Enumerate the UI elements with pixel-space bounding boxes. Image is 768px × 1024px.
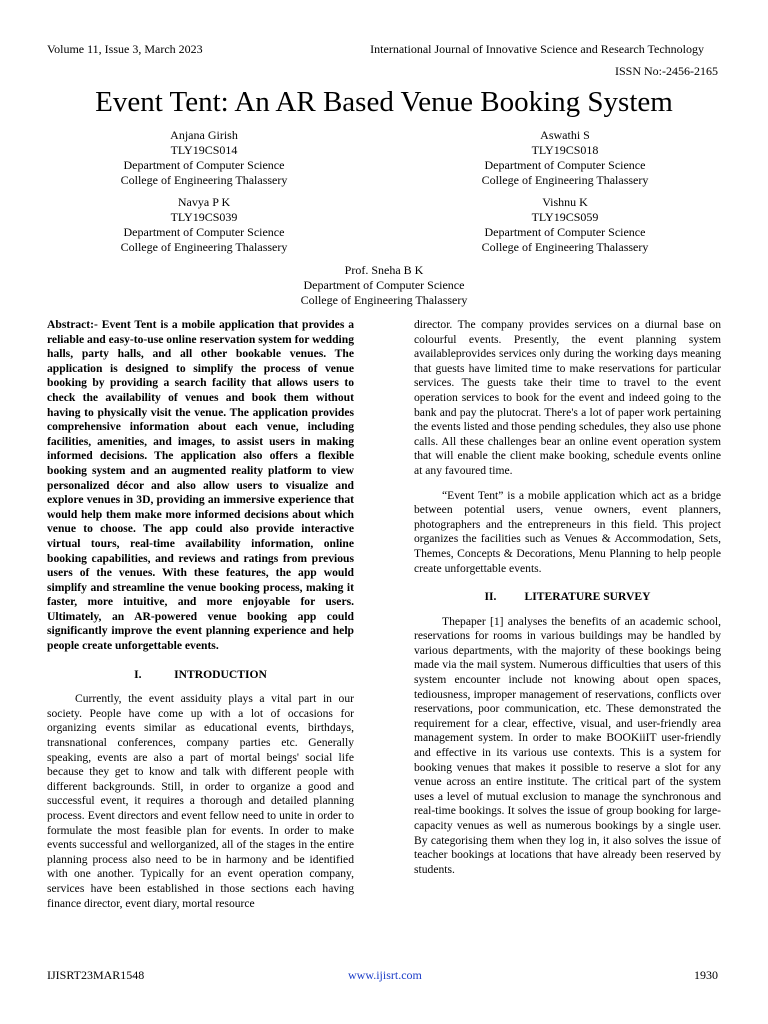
author-dept: Department of Computer Science: [484, 158, 646, 172]
guide-dept: Department of Computer Science: [303, 278, 465, 292]
author-id: TLY19CS039: [170, 210, 238, 224]
author-id: TLY19CS059: [531, 210, 599, 224]
author-block: [435, 128, 695, 188]
footer-code: IJISRT23MAR1548: [47, 968, 145, 982]
guide-name: Prof. Sneha B K: [344, 263, 424, 277]
author-id: TLY19CS014: [170, 143, 238, 157]
author-dept: Department of Computer Science: [123, 158, 285, 172]
section-heading-literature-survey: [414, 590, 721, 605]
right-column: [414, 318, 721, 877]
author-block: [74, 128, 334, 188]
paragraph: “Event Tent” is a mobile application which act as a bridge between potential users, venue owners, event planners, photographers and the entrepreneurs in this field. This project organizes the facilities such as Venues & Accommodation, Sets, Themes, Concepts & Decorations, Menu Planning to help people create unforgettable events.: [414, 488, 721, 575]
guide-block: [254, 263, 514, 308]
section-number: I.: [134, 667, 142, 681]
section-title: INTRODUCTION: [174, 667, 267, 681]
author-name: Vishnu K: [542, 195, 588, 209]
literature-paragraph: Thepaper [1] analyses the benefits of an academic school, reservations for rooms in various buildings may be handled by various departments, with the majority of these bookings being made via the mail system. Numerous difficulties that users of this system encounter include not knowing about open spaces, tediousness, improper management of reservations, conflicts over reservations, poor communication, etc. These demonstrated the requirement for a clear, effective, visual, and user-friendly area management system. In order to make BOOKiiIT user-friendly and effective in its various use contexts. This is a system for booking venues that makes it possible to reserve a slot for any venue across an entire institute. The critical part of the system uses a level of mutual exclusion to manage the synchronous and real-time bookings. It solves the issue of group booking for large-capacity venues as well as numerous bookings by a single user. By categorising them when they log in, it also solves the issue of teacher bookings at locations that have already been reserved by students.: [414, 614, 721, 876]
author-college: College of Engineering Thalassery: [120, 240, 288, 254]
author-block: [74, 195, 334, 255]
author-dept: Department of Computer Science: [123, 225, 285, 239]
author-college: College of Engineering Thalassery: [481, 240, 649, 254]
guide-college: College of Engineering Thalassery: [300, 293, 468, 307]
paper-title: Event Tent: An AR Based Venue Booking System: [95, 86, 673, 118]
introduction-paragraph: Currently, the event assiduity plays a vital part in our society. People have come up with a lot of occasions for organizing events similar as educational events, birthdays, transnational conferences, company parties etc. Generally speaking, events are also a part of mortal beings' social life because they get to know and talk with different people with different backgrounds. Still, in order to organize a good and successful event, it requires a thorough and detailed planning process. Event directors and event fellow need to unite in order to formulate the most feasible plan for events. In order to make events successful and wellorganized, all of the stages in the entire planning process also need to be in harmony and be identified with one another. Typically for an event operation company, services have been established in those sections each having finance director, event diary, mortal resource: [47, 692, 354, 910]
author-college: College of Engineering Thalassery: [120, 173, 288, 187]
section-title: LITERATURE SURVEY: [524, 590, 651, 604]
abstract: Abstract:- Event Tent is a mobile application that provides a reliable and easy-to-use online reservation system for wedding halls, party halls, and all other bookable venues. The application is designed to simplify the process of venue booking by providing a search facility that allows users to check the availability of venues and book them without having to physically visit the venue. The application provides comprehensive information about each venue, including facilities, amenities, and images, to assist users in making informed decisions. The application also offers a flexible booking system and an augmented reality platform to view personalized décor and also allow users to visualize and explore venues in 3D, providing an immersive experience that would help them make more informed decisions about which venue to choose. The app could also provide interactive virtual tours, real-time availability information, online booking capabilities, and reviews and ratings from previous users of the venues. With these features, the app would simplify and streamline the venue booking process, making it faster, more intuitive, and more enjoyable for users. Ultimately, an AR-powered venue booking app could significantly improve the event planning experience and help people create unforgettable events.: [47, 318, 354, 653]
author-name: Anjana Girish: [170, 128, 238, 142]
author-name: Aswathi S: [540, 128, 590, 142]
author-college: College of Engineering Thalassery: [481, 173, 649, 187]
header-volume: Volume 11, Issue 3, March 2023: [47, 42, 203, 56]
footer-page-number: 1930: [694, 968, 718, 982]
section-heading-introduction: [47, 668, 354, 683]
author-block: [435, 195, 695, 255]
header-journal: International Journal of Innovative Science and Research Technology: [370, 42, 704, 56]
left-column: [47, 318, 354, 911]
header-issn: ISSN No:-2456-2165: [614, 64, 718, 78]
paragraph: director. The company provides services on a diurnal base on colourful events. Presently, the event planning system availableprovides services only during the working days meaning that guests have limited time to make reservations for particular services. The guests take their time to travel to the event operation services to book for the event and indeed going to the bank and pay the plutocrat. There's a lot of paper work pertaining the events listed and those pending schedules, they also use phone calls. All these challenges bear an online event operation system that will enable the client make booking, schedule events online at any favoured time.: [414, 318, 721, 477]
section-number: II.: [484, 590, 497, 604]
author-id: TLY19CS018: [531, 143, 599, 157]
footer-url[interactable]: www.ijisrt.com: [348, 968, 422, 982]
author-name: Navya P K: [177, 195, 231, 209]
author-dept: Department of Computer Science: [484, 225, 646, 239]
